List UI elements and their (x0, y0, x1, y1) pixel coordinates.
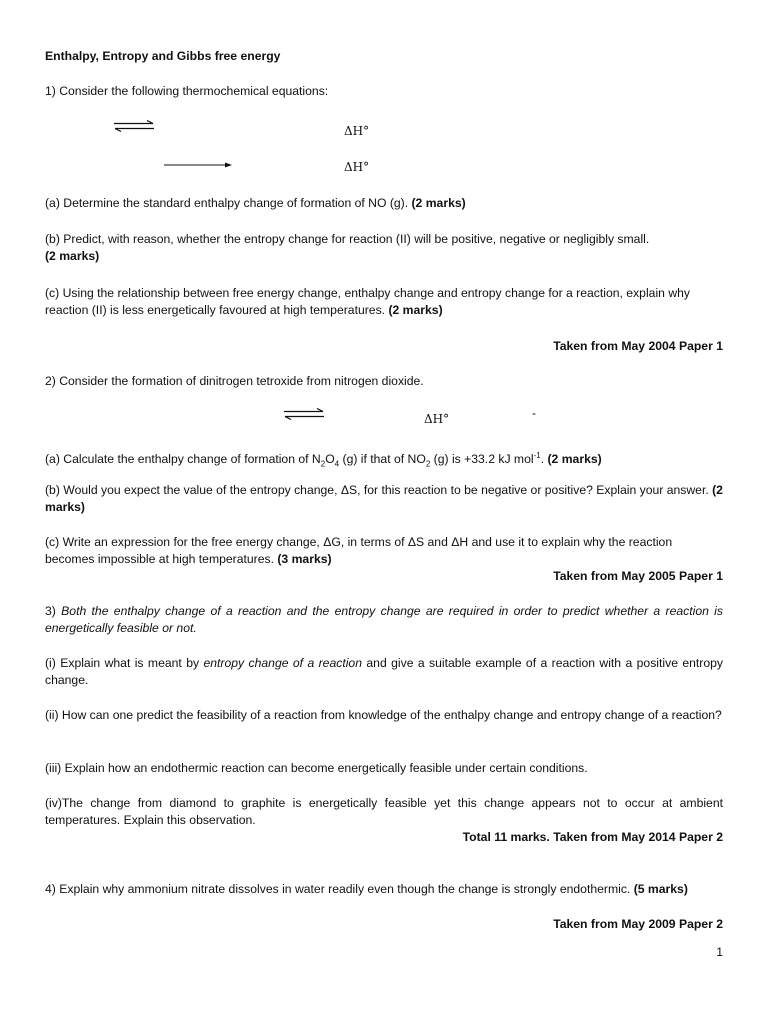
q2-dash: - (532, 406, 537, 420)
q2-part-a-text: O (325, 452, 335, 467)
forward-arrow-icon (163, 160, 233, 170)
page-number: 1 (716, 945, 723, 959)
document-title: Enthalpy, Entropy and Gibbs free energy (45, 49, 281, 63)
q3-part-iii: (iii) Explain how an endothermic reaction can become energetically feasible under certain conditions. (45, 761, 588, 775)
q4-text (45, 881, 723, 898)
q2-subscript: 4 (334, 459, 340, 469)
q2-part-a-text: . (540, 452, 548, 467)
q2-subscript: 2 (320, 459, 326, 469)
q3-intro (45, 603, 723, 637)
q2-subscript: 2 (425, 459, 431, 469)
q2-superscript: -1 (533, 451, 541, 460)
q3-part-i (45, 655, 723, 689)
q3-part-i-term: entropy change of a reaction (203, 656, 362, 670)
q2-part-c (45, 534, 723, 568)
q1-part-a-marks: (2 marks) (411, 196, 466, 210)
q1-part-c-text: (c) Using the relationship between free energy change, enthalpy change and entropy change for a reaction, explain why reaction (II) is less energetically favoured at high temperatures. (45, 286, 690, 317)
q3-source: Total 11 marks. Taken from May 2014 Paper 2 (462, 830, 723, 844)
q4-marks: (5 marks) (633, 882, 688, 896)
q1-enthalpy-symbol-1: ΔH° (344, 124, 370, 138)
q2-intro: 2) Consider the formation of dinitrogen tetroxide from nitrogen dioxide. (45, 374, 424, 388)
q2-part-a-text: (g) is +33.2 kJ mol (430, 452, 534, 467)
q3-part-ii: (ii) How can one predict the feasibility of a reaction from knowledge of the enthalpy change and entropy change of a reaction? (45, 708, 722, 722)
q2-part-b (45, 482, 723, 516)
q1-part-b (45, 231, 723, 265)
q1-enthalpy-symbol-2: ΔH° (344, 160, 370, 174)
q1-part-b-text: (b) Predict, with reason, whether the entropy change for reaction (II) will be positive, negative or negligibly small. (45, 232, 650, 246)
q1-intro: 1) Consider the following thermochemical equations: (45, 84, 329, 98)
q2-part-b-text: (b) Would you expect the value of the entropy change, ΔS, for this reaction to be negative or positive? Explain your answer. (45, 483, 713, 497)
q2-enthalpy-symbol: ΔH° (424, 412, 450, 426)
q1-part-a-text: (a) Determine the standard enthalpy change of formation of NO (g). (45, 196, 412, 210)
q3-intro-text: Both the enthalpy change of a reaction and the entropy change are required in order to predict whether a reaction is energetically feasible or not. (45, 604, 723, 635)
equilibrium-arrow-icon (283, 408, 325, 420)
q1-source: Taken from May 2004 Paper 1 (553, 339, 723, 353)
q2-part-a (45, 447, 723, 473)
q1-part-c-marks: (2 marks) (388, 303, 443, 317)
q1-part-b-marks: (2 marks) (45, 249, 100, 263)
q3-part-iv: (iv)The change from diamond to graphite is energetically feasible yet this change appears not to occur at ambient temperatures. Explain this observation. (45, 796, 723, 827)
q2-part-a-marks: (2 marks) (547, 452, 602, 467)
q2-part-a-text: (a) Calculate the enthalpy change of formation of N (45, 452, 321, 467)
q2-source: Taken from May 2005 Paper 1 (553, 569, 723, 583)
equilibrium-arrow-icon (113, 120, 155, 132)
q1-part-c (45, 285, 723, 319)
q2-part-c-text: (c) Write an expression for the free energy change, ΔG, in terms of ΔS and ΔH and use it to explain why the reaction becomes impossible at high temperatures. (45, 535, 673, 566)
q4-source: Taken from May 2009 Paper 2 (553, 917, 723, 931)
q3-number: 3) (45, 604, 62, 618)
q2-part-b-marks: (2 marks) (45, 483, 723, 514)
q2-part-a-text: (g) if that of NO (339, 452, 426, 467)
q3-part-i-text: (i) Explain what is meant by (45, 656, 204, 670)
q2-part-c-marks: (3 marks) (277, 552, 332, 566)
q1-part-a (45, 195, 723, 212)
q4-question: 4) Explain why ammonium nitrate dissolves in water readily even though the change is strongly endothermic. (45, 882, 634, 896)
q3-part-i-text: and give a suitable example of a reaction with a positive entropy change. (45, 656, 724, 687)
